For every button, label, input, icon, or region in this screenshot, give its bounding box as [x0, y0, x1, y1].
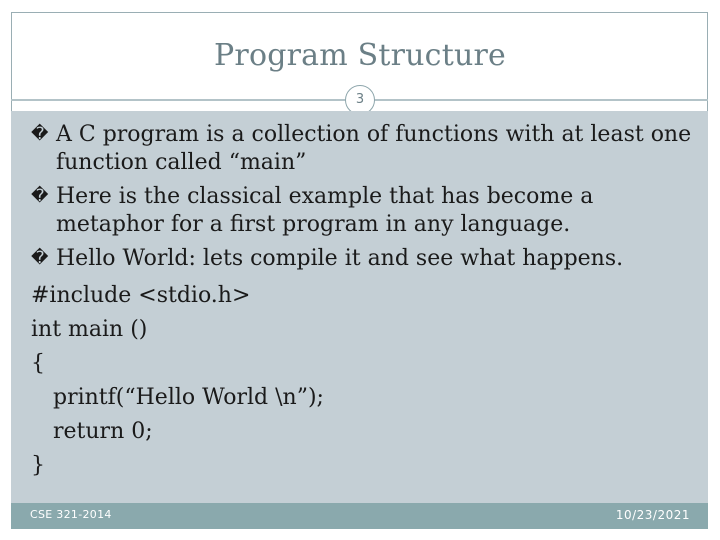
slide-title: Program Structure — [214, 38, 506, 73]
bullet-marker-icon: � — [31, 248, 49, 268]
bullet-item — [31, 245, 696, 273]
footer-date: 10/23/2021 — [615, 508, 690, 522]
bullet-text: Here is the classical example that has become a metaphor for a first program in any language. — [56, 184, 594, 237]
code-line: { — [31, 351, 45, 376]
bullet-item — [31, 121, 696, 177]
footer-bar — [11, 503, 708, 529]
slide-number-badge: 3 — [345, 85, 375, 115]
code-block — [31, 279, 696, 483]
code-line: return 0; — [53, 419, 153, 444]
code-line: } — [31, 453, 45, 478]
code-line: printf(“Hello World \n”); — [53, 385, 324, 410]
bullet-text: Hello World: lets compile it and see what happens. — [56, 246, 624, 271]
bullet-marker-icon: � — [31, 186, 49, 206]
bullet-marker-icon: � — [31, 124, 49, 144]
code-line: int main () — [31, 317, 148, 342]
slide-body — [31, 121, 696, 483]
bullet-text: A C program is a collection of functions with at least one function called “main” — [56, 122, 692, 175]
footer-course-label: CSE 321-2014 — [30, 508, 112, 521]
bullet-item — [31, 183, 696, 239]
code-line: #include <stdio.h> — [31, 283, 251, 308]
